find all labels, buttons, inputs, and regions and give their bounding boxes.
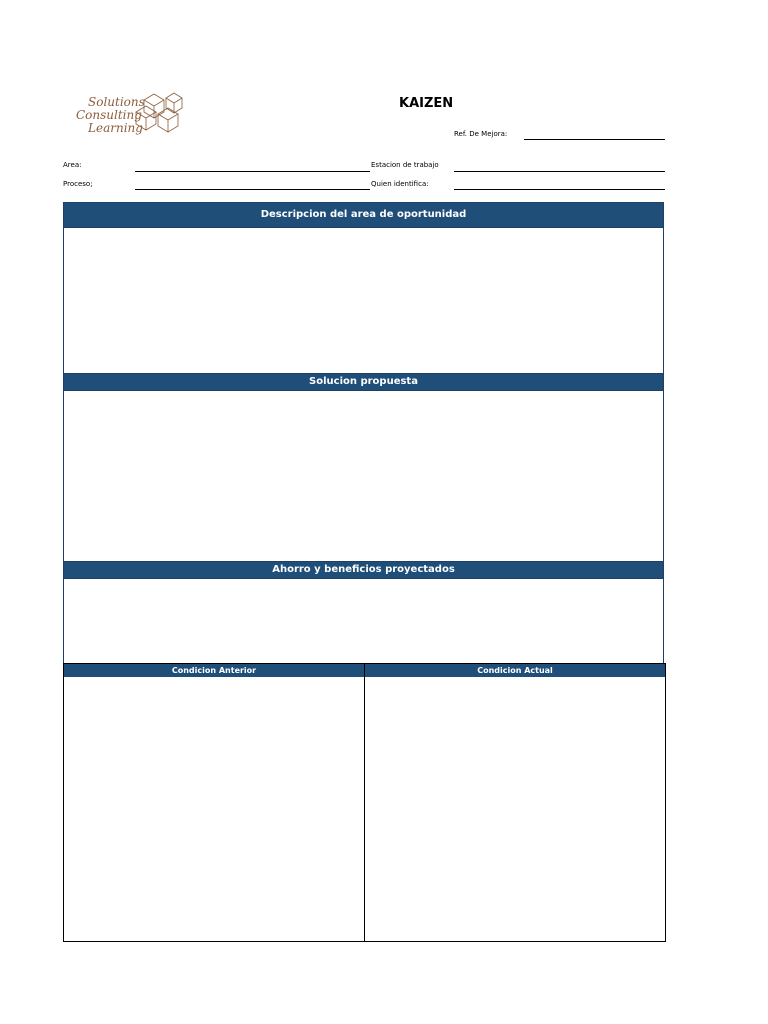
area-label: Area: (63, 161, 82, 169)
logo-line2: Consulting (76, 108, 142, 122)
descripcion-body[interactable] (64, 228, 663, 374)
estacion-field[interactable] (454, 171, 665, 172)
ahorro-body[interactable] (64, 579, 663, 665)
descripcion-header: Descripcion del area de oportunidad (64, 203, 663, 228)
quien-field[interactable] (454, 189, 665, 190)
cubes-logo-icon (74, 88, 192, 140)
company-logo (74, 88, 192, 140)
area-field[interactable] (135, 171, 370, 172)
condicion-anterior-column (64, 664, 364, 941)
estacion-label: Estacion de trabajo (371, 161, 439, 169)
ref-mejora-field[interactable] (524, 139, 665, 140)
condicion-actual-column (364, 664, 665, 941)
ref-mejora-label: Ref. De Mejora: (454, 130, 508, 138)
ahorro-header: Ahorro y beneficios proyectados (64, 562, 663, 579)
solucion-header: Solucion propuesta (64, 374, 663, 391)
quien-label: Quien identifica: (371, 180, 429, 188)
condicion-actual-body[interactable] (365, 677, 665, 941)
logo-line3: Learning (88, 121, 143, 135)
condicion-anterior-body[interactable] (64, 677, 364, 941)
proceso-field[interactable] (135, 189, 370, 190)
descripcion-section (63, 202, 664, 374)
conditions-grid (63, 663, 666, 942)
page-title: KAIZEN (399, 96, 454, 111)
solucion-body[interactable] (64, 391, 663, 562)
logo-line1: Solutions (88, 95, 145, 109)
proceso-label: Proceso; (63, 180, 93, 188)
ahorro-section (63, 561, 664, 665)
condicion-anterior-header: Condicion Anterior (64, 664, 364, 677)
solucion-section (63, 373, 664, 562)
condicion-actual-header: Condicion Actual (365, 664, 665, 677)
